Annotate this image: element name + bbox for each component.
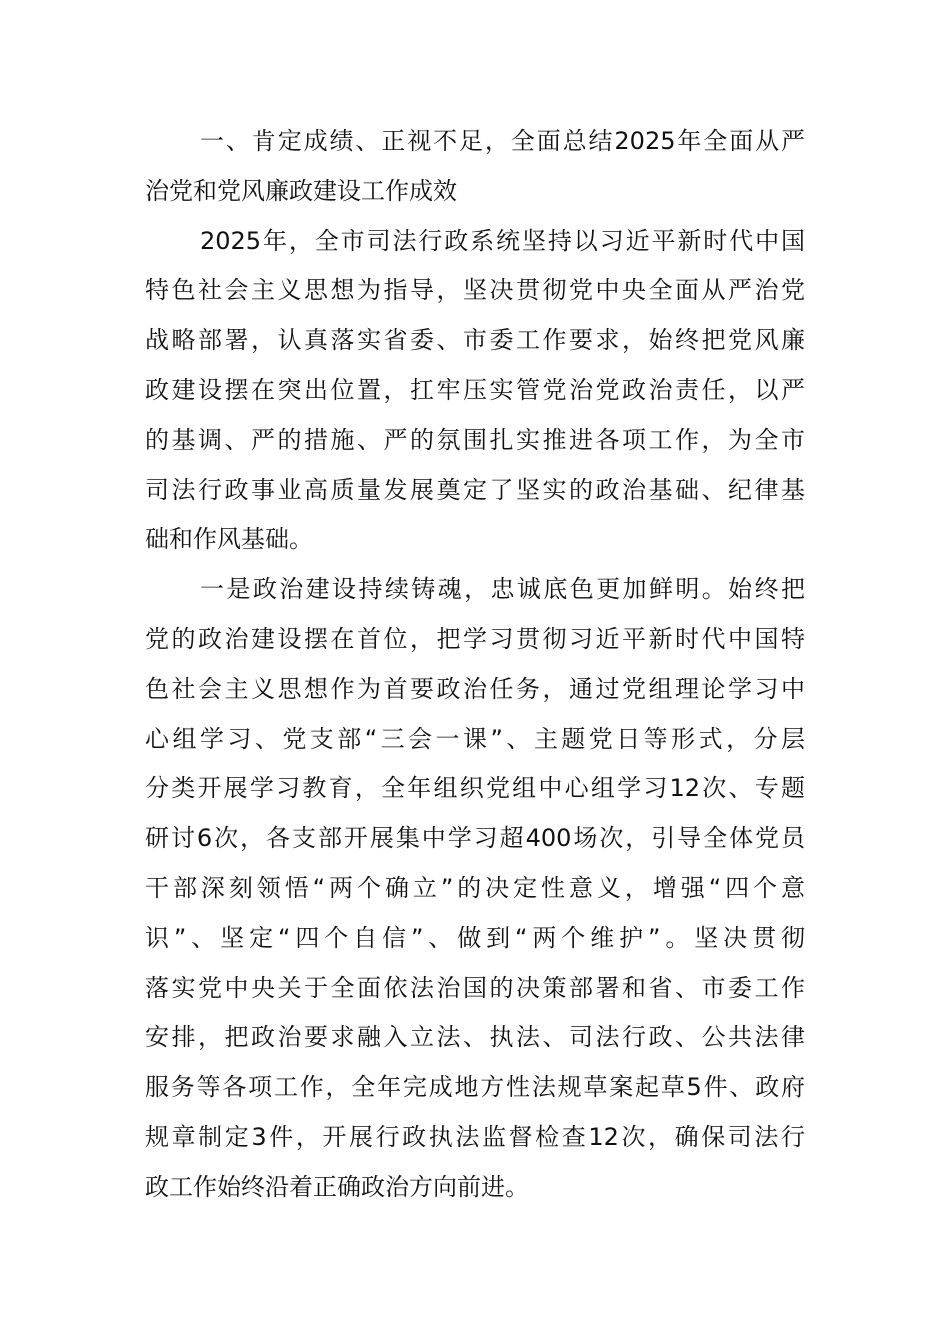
text-line: 政工作始终沿着正确政治方向前进。: [145, 1172, 529, 1201]
text-line: 服务等各项工作，全年完成地方性法规草案起草5件、政府: [145, 1073, 805, 1102]
text-line: 干部深刻领悟“两个确立”的决定性意义，增强“四个意: [145, 873, 805, 902]
text-line: 规章制定3件，开展行政执法监督检查12次，确保司法行: [145, 1122, 805, 1151]
text-line: 分类开展学习教育，全年组织党组中心组学习12次、专题: [145, 774, 805, 803]
text-line: 识”、坚定“四个自信”、做到“两个维护”。坚决贯彻: [145, 923, 805, 952]
overview-paragraph: [145, 217, 805, 566]
text-line: 一是政治建设持续铸魂，忠诚底色更加鲜明。始终把: [200, 575, 805, 604]
text-line: 党的政治建设摆在首位，把学习贯彻习近平新时代中国特: [145, 624, 805, 653]
section-heading: [145, 117, 805, 217]
text-line: 一、肯定成绩、正视不足，全面总结2025年全面从严: [200, 127, 805, 155]
text-line: 研讨6次，各支部开展集中学习超400场次，引导全体党员: [145, 824, 805, 853]
text-line: 础和作风基础。: [145, 525, 313, 554]
text-line: 特色社会主义思想为指导，坚决贯彻党中央全面从严治党: [145, 276, 805, 305]
text-line: 司法行政事业高质量发展奠定了坚实的政治基础、纪律基: [145, 475, 805, 504]
text-line: 色社会主义思想作为首要政治任务，通过党组理论学习中: [145, 674, 805, 703]
text-line: 的基调、严的措施、严的氛围扎实推进各项工作，为全市: [145, 425, 805, 454]
text-line: 2025年，全市司法行政系统坚持以习近平新时代中国: [200, 226, 805, 255]
text-line: 安排，把政治要求融入立法、执法、司法行政、公共法律: [145, 1023, 805, 1052]
text-line: 政建设摆在突出位置，扛牢压实管党治党政治责任，以严: [145, 375, 805, 404]
text-line: 心组学习、党支部“三会一课”、主题党日等形式，分层: [145, 724, 805, 753]
text-line: 落实党中央关于全面依法治国的决策部署和省、市委工作: [145, 973, 805, 1002]
document-page: [145, 117, 805, 1213]
text-line: 治党和党风廉政建设工作成效: [145, 176, 457, 205]
political-building-paragraph: [145, 565, 805, 1212]
text-line: 战略部署，认真落实省委、市委工作要求，始终把党风廉: [145, 326, 805, 355]
